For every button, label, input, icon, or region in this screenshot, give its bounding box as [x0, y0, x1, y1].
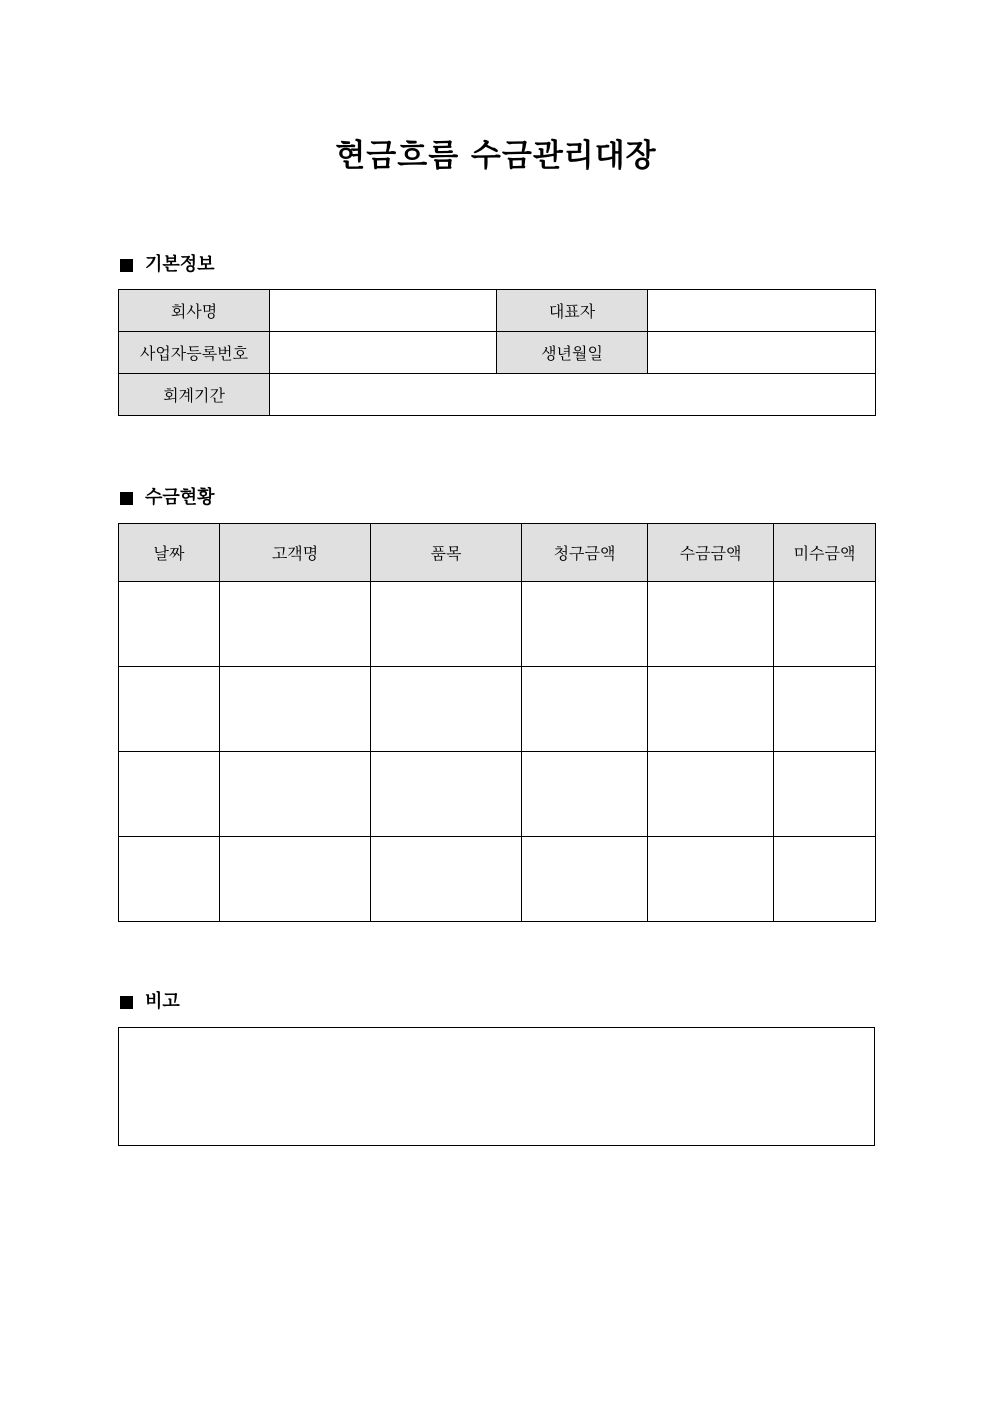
- customer-cell[interactable]: [220, 752, 371, 837]
- table-row: [119, 582, 876, 667]
- business-registration-label: 사업자등록번호: [119, 332, 270, 374]
- item-cell[interactable]: [371, 582, 522, 667]
- received-amount-cell[interactable]: [648, 667, 774, 752]
- column-header-customer: 고객명: [220, 524, 371, 582]
- basic-info-table: [118, 289, 876, 416]
- outstanding-amount-cell[interactable]: [774, 837, 876, 922]
- column-header-outstanding-amount: 미수금액: [774, 524, 876, 582]
- customer-cell[interactable]: [220, 837, 371, 922]
- column-header-received-amount: 수금금액: [648, 524, 774, 582]
- billed-amount-cell[interactable]: [522, 667, 648, 752]
- column-header-item: 품목: [371, 524, 522, 582]
- square-bullet-icon: [120, 492, 133, 505]
- remarks-box[interactable]: [118, 1027, 875, 1146]
- item-cell[interactable]: [371, 667, 522, 752]
- document-title: 현금흐름 수금관리대장: [335, 138, 657, 174]
- remarks-heading: [120, 990, 180, 1014]
- column-header-billed-amount: 청구금액: [522, 524, 648, 582]
- received-amount-cell[interactable]: [648, 582, 774, 667]
- company-name-field[interactable]: [270, 290, 497, 332]
- customer-cell[interactable]: [220, 582, 371, 667]
- basic-info-row: [119, 332, 876, 374]
- receipts-heading: [120, 486, 215, 510]
- remarks-heading-text: 비고: [145, 991, 180, 1012]
- company-name-label: 회사명: [119, 290, 270, 332]
- outstanding-amount-cell[interactable]: [774, 667, 876, 752]
- basic-info-row: [119, 290, 876, 332]
- column-header-date: 날짜: [119, 524, 220, 582]
- basic-info-heading: [120, 253, 215, 277]
- fiscal-period-field[interactable]: [270, 374, 876, 416]
- receipts-header-row: [119, 524, 876, 582]
- basic-info-row: [119, 374, 876, 416]
- outstanding-amount-cell[interactable]: [774, 582, 876, 667]
- business-registration-field[interactable]: [270, 332, 497, 374]
- item-cell[interactable]: [371, 837, 522, 922]
- billed-amount-cell[interactable]: [522, 837, 648, 922]
- item-cell[interactable]: [371, 752, 522, 837]
- receipts-table: [118, 523, 876, 922]
- date-cell[interactable]: [119, 837, 220, 922]
- birth-date-label: 생년월일: [497, 332, 648, 374]
- table-row: [119, 667, 876, 752]
- received-amount-cell[interactable]: [648, 752, 774, 837]
- ceo-field[interactable]: [648, 290, 876, 332]
- received-amount-cell[interactable]: [648, 837, 774, 922]
- billed-amount-cell[interactable]: [522, 752, 648, 837]
- ceo-label: 대표자: [497, 290, 648, 332]
- date-cell[interactable]: [119, 667, 220, 752]
- date-cell[interactable]: [119, 752, 220, 837]
- basic-info-heading-text: 기본정보: [145, 254, 215, 275]
- customer-cell[interactable]: [220, 667, 371, 752]
- table-row: [119, 837, 876, 922]
- square-bullet-icon: [120, 259, 133, 272]
- table-row: [119, 752, 876, 837]
- receipts-heading-text: 수금현황: [145, 487, 215, 508]
- square-bullet-icon: [120, 996, 133, 1009]
- outstanding-amount-cell[interactable]: [774, 752, 876, 837]
- date-cell[interactable]: [119, 582, 220, 667]
- fiscal-period-label: 회계기간: [119, 374, 270, 416]
- billed-amount-cell[interactable]: [522, 582, 648, 667]
- birth-date-field[interactable]: [648, 332, 876, 374]
